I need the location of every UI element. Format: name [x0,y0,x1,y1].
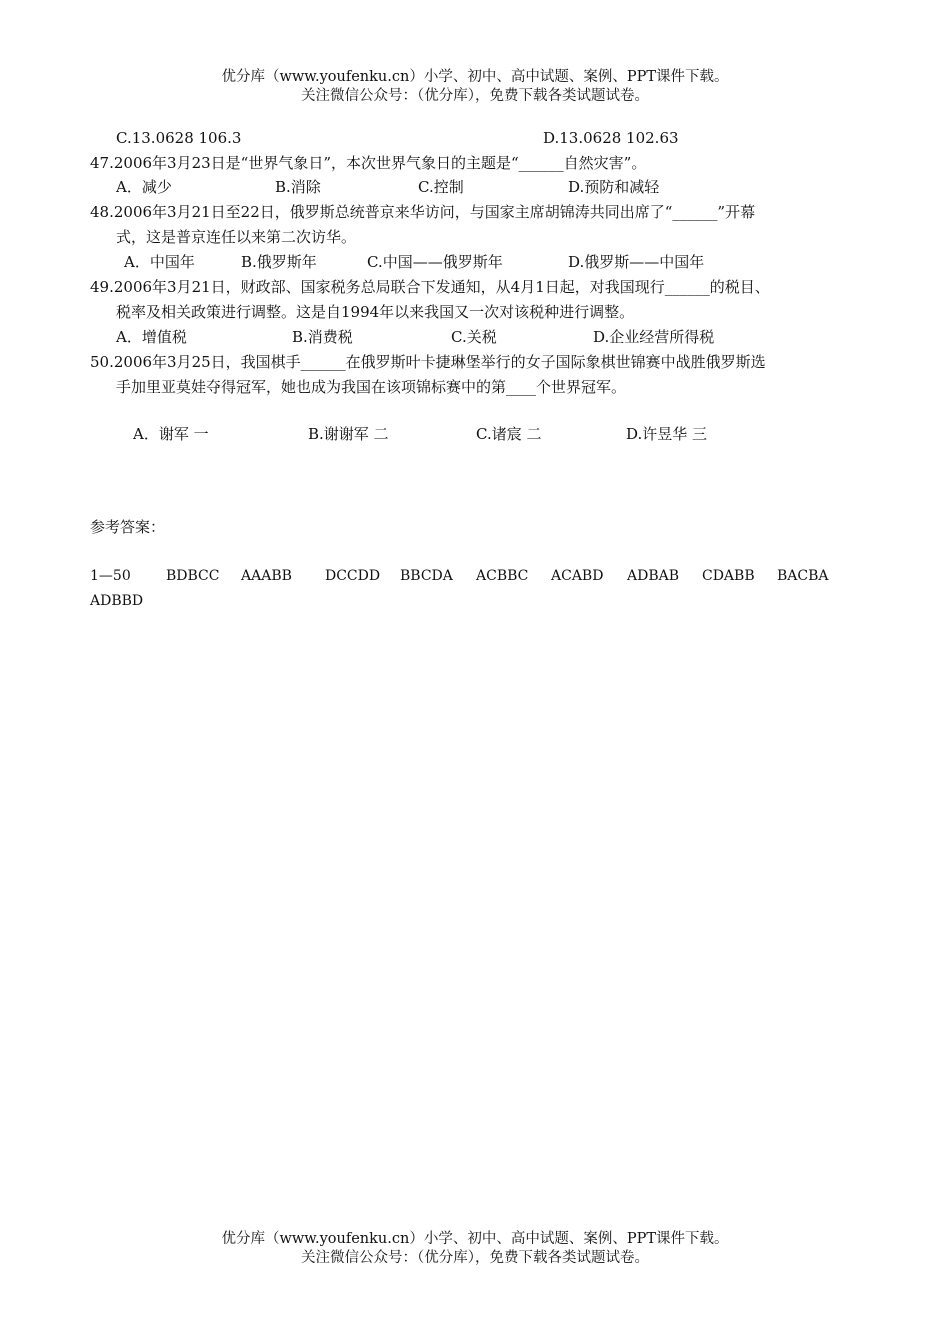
question-47-option-c: C.控制 [418,178,464,196]
question-47-stem: 47.2006年3月23日是“世界气象日”，本次世界气象日的主题是“______自然灾害”。 [90,154,647,172]
question-49-stem-line2: 税率及相关政策进行调整。这是自1994年以来我国又一次对该税种进行调整。 [116,303,635,321]
question-47-option-d: D.预防和减轻 [568,178,660,196]
question-49-option-a: A．增值税 [116,328,187,346]
question-50-option-d: D.许昱华 三 [626,425,708,443]
answer-group: BDBCC [166,568,220,584]
page-header-line2: 关注微信公众号：（优分库），免费下载各类试题试卷。 [301,88,649,104]
question-48-option-b: B.俄罗斯年 [241,253,317,271]
question-50-stem-line1: 50.2006年3月25日，我国棋手______在俄罗斯叶卡捷琳堡举行的女子国际象棋世锦赛中战胜俄罗斯选 [90,353,766,371]
answer-group: ACBBC [476,568,529,584]
question-49-stem-line1: 49.2006年3月21日，财政部、国家税务总局联合下发通知，从4月1日起，对我国现行______的税目、 [90,278,770,296]
page-header-line1: 优分库（www.youfenku.cn）小学、初中、高中试题、案例、PPT课件下载。 [221,69,729,85]
question-47-option-b: B.消除 [275,178,321,196]
page-footer-line1: 优分库（www.youfenku.cn）小学、初中、高中试题、案例、PPT课件下载。 [221,1231,729,1247]
answers-title: 参考答案： [90,518,166,536]
answer-group: AAABB [241,568,292,584]
answer-group: CDABB [702,568,755,584]
question-50-stem-line2: 手加里亚莫娃夺得冠军，她也成为我国在该项锦标赛中的第____个世界冠军。 [116,378,627,396]
answer-group: DCCDD [325,568,381,584]
question-49-option-c: C.关税 [451,328,497,346]
question-49-option-b: B.消费税 [292,328,353,346]
answer-group: BBCDA [400,568,453,584]
question-50-option-a: A．谢军 一 [133,425,209,443]
prev-option-c: C.13.0628 106.3 [116,129,242,147]
question-49-option-d: D.企业经营所得税 [593,328,715,346]
answer-group: BACBA [777,568,829,584]
answer-group: ADBBD [90,593,144,609]
prev-option-d: D.13.0628 102.63 [543,129,679,147]
question-50-option-c: C.诸宸 二 [476,425,542,443]
question-48-option-c: C.中国——俄罗斯年 [367,253,503,271]
question-48-stem-line2: 式，这是普京连任以来第二次访华。 [116,228,357,246]
question-50-option-b: B.谢谢军 二 [308,425,389,443]
page-footer-line2: 关注微信公众号：（优分库），免费下载各类试题试卷。 [301,1250,649,1266]
answer-group: ACABD [551,568,604,584]
answers-range: 1—50 [90,568,131,584]
question-48-option-a: A．中国年 [124,253,195,271]
question-47-option-a: A．减少 [116,178,172,196]
question-48-option-d: D.俄罗斯——中国年 [568,253,705,271]
question-48-stem-line1: 48.2006年3月21日至22日，俄罗斯总统普京来华访问，与国家主席胡锦涛共同出席了“______”开幕 [90,203,756,221]
answer-group: ADBAB [627,568,680,584]
